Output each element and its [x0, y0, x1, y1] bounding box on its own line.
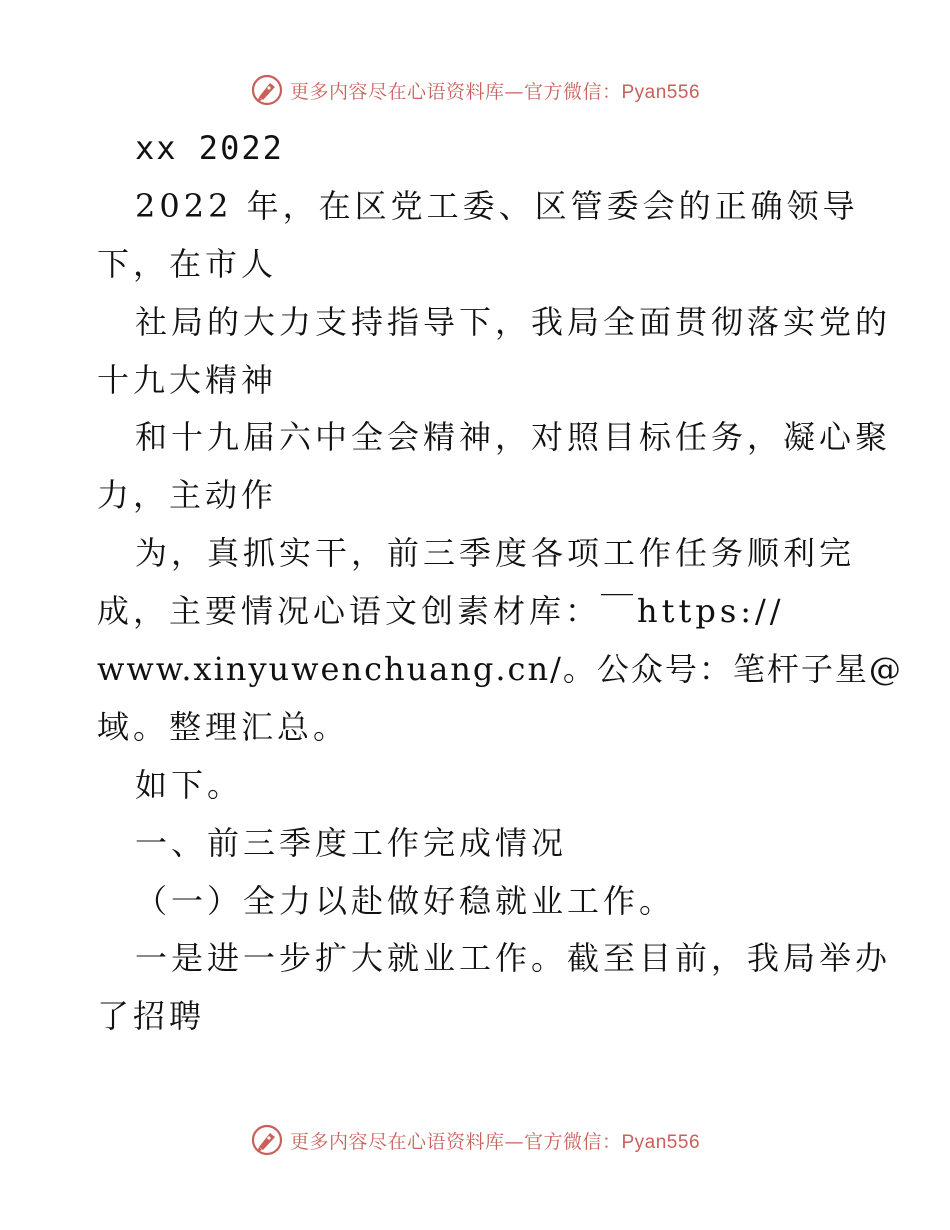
text-line: www.xinyuwenchuang.cn/。公众号：笔杆子星@ [97, 650, 903, 689]
text-line: 域。整理汇总。 [97, 707, 350, 746]
header-banner [0, 70, 950, 110]
text-line: 和十九届六中全会精神，对照目标任务，凝心聚 [135, 418, 892, 457]
pen-nib-logo-icon [250, 73, 284, 107]
subsection-heading: （一）全力以赴做好稳就业工作。 [135, 881, 676, 920]
text-line: 一是进一步扩大就业工作。截至目前，我局举办 [135, 939, 892, 978]
text-line: 下，在市人 [97, 244, 278, 283]
text-line: 力，主动作 [97, 476, 278, 515]
banner-text: 更多内容尽在心语资料库—官方微信：Pyan556 [289, 1130, 701, 1153]
wechat-id: Pyan556 [621, 81, 701, 103]
text-line: 为，真抓实干，前三季度各项工作任务顺利完 [135, 534, 856, 573]
text-line: 社局的大力支持指导下，我局全面贯彻落实党的 [135, 302, 892, 341]
text-line: xx 2022 [135, 129, 284, 167]
text-line: 2022 年，在区党工委、区管委会的正确领导 [135, 186, 859, 225]
footer-banner [0, 1120, 950, 1160]
section-heading: 一、前三季度工作完成情况 [135, 823, 568, 862]
text-line: 如下。 [135, 765, 244, 804]
text-line: 成，主要情况心语文创素材库：￣https:// [97, 592, 785, 631]
pen-nib-logo-icon [250, 1123, 284, 1157]
document-body [97, 120, 903, 1046]
banner-text: 更多内容尽在心语资料库—官方微信：Pyan556 [289, 80, 701, 103]
text-line: 十九大精神 [97, 360, 278, 399]
wechat-id: Pyan556 [621, 1131, 701, 1153]
text-line: 了招聘 [97, 997, 206, 1036]
